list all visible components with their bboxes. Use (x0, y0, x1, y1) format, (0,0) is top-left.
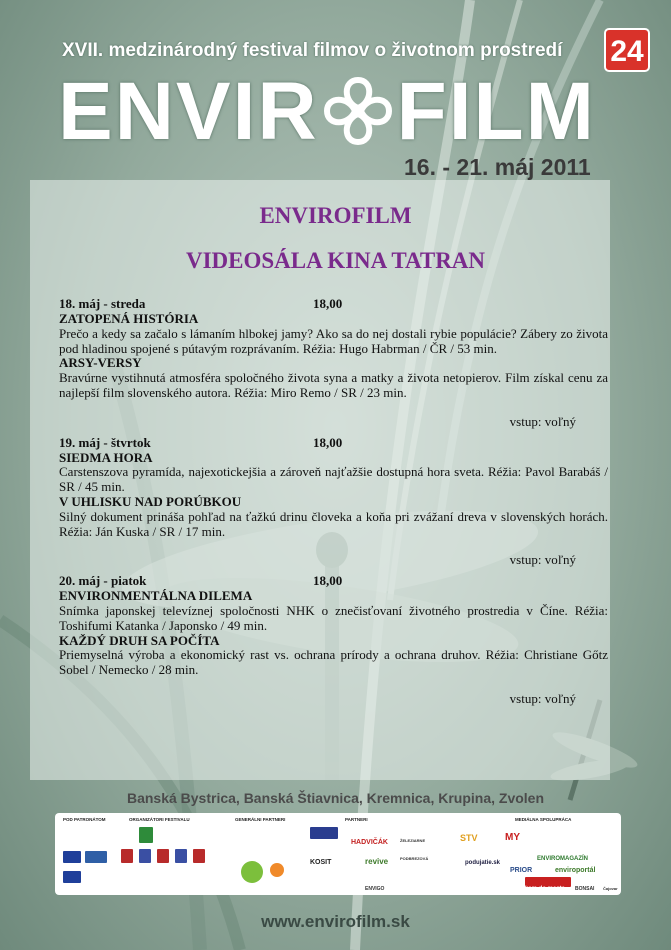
sponsor-heading-patronage: POD PATRONÁTOM (63, 817, 106, 822)
media-logo-enviromagazin: ENVIROMAGAZÍN (537, 856, 588, 862)
film-title: ARSY-VERSY (59, 355, 142, 371)
program-heading: ENVIROFILM (259, 203, 412, 228)
sponsor-strip (55, 813, 621, 895)
festival-dates: 16. - 21. máj 2011 (404, 154, 591, 180)
media-logo-kam-do-mesta: kam do mesta (525, 877, 571, 887)
orange-circle-logo (270, 863, 284, 877)
film-description: Silný dokument prináša pohľad na ťažkú drinu človeka a koňa pri zvážaní dreva v slovenských horách. Réžia: Ján Kuska / SR / 17 min. (59, 508, 608, 539)
venue-heading: VIDEOSÁLA KINA TATRAN (185, 248, 486, 273)
day-date: 19. máj - štvrtok (59, 434, 151, 450)
media-logo-podujatie: podujatie.sk (465, 860, 501, 866)
eu-flag-icon (63, 871, 81, 883)
film-title: ZATOPENÁ HISTÓRIA (59, 311, 199, 326)
sponsor-heading-general: GENERÁLNI PARTNERI (235, 817, 286, 822)
flower-logo-icon (321, 72, 395, 150)
film-description: Bravúrne vystihnutá atmosféra spoločného života syna a matky a života netopierov. Film získal cenu za najlepší film slovenského autora. Réžia: Miro Remo / SR / 23 min. (59, 370, 608, 400)
coat-of-arms-icon (157, 849, 169, 863)
envirofilm-logo (58, 66, 596, 157)
green-circle-logo (241, 861, 263, 883)
sponsor-heading-organizers: ORGANIZÁTORI FESTIVALU (129, 817, 190, 822)
media-logo-stv: STV (460, 833, 478, 843)
entry-note: vstup: voľný (509, 413, 576, 429)
screening-time: 18,00 (313, 573, 343, 589)
coat-of-arms-icon (139, 849, 151, 863)
festival-subtitle: XVII. medzinárodný festival filmov o životnom prostredí (62, 40, 563, 61)
day-block (59, 574, 608, 707)
partner-logo-revive: revive (365, 857, 389, 866)
logo-24-badge: 24 (604, 28, 650, 72)
website-url: www.envirofilm.sk (261, 912, 410, 931)
screening-time: 18,00 (313, 434, 343, 450)
film-description: Snímka japonskej televíznej spoločnosti NHK o znečisťovaní životného prostredia v Číne. Réžia: Toshifumi Katanka / Japonsko / 49 min. (59, 602, 608, 633)
sponsor-heading-partners: PARTNERI (345, 817, 368, 822)
partner-logo-envigo: ENVIGO (365, 886, 385, 892)
day-row (59, 436, 608, 451)
entry-note: vstup: voľný (509, 552, 576, 568)
media-logo-enviroportal: enviroportál (555, 867, 596, 874)
ministry-logo (85, 851, 107, 863)
film-title: KAŽDÝ DRUH SA POČÍTA (59, 632, 220, 648)
partner-logo (310, 827, 338, 839)
film-title: V UHLISKU NAD PORÚBKOU (59, 493, 242, 509)
screening-time: 18,00 (313, 296, 343, 311)
sponsor-heading-media: MEDIÁLNA SPOLUPRÁCA (515, 817, 572, 822)
logo-text-left: ENVIR (58, 66, 319, 157)
partner-logo-kosit: KOSIT (310, 859, 332, 866)
day-row (59, 574, 608, 589)
film-description: Prečo a kedy sa začalo s lámaním hlbokej jamy? Ako sa do nej dostali rybie populácie? Zábery zo života pod hladinou spojené s pútavým rozprávaním. Réžia: Hugo Habrman / ČR / 53 min. (59, 325, 608, 356)
film-title: SIEDMA HORA (59, 449, 153, 465)
day-block (59, 436, 608, 569)
media-logo-my: MY (505, 832, 520, 843)
film-description: Carstenszova pyramída, najexotickejšia a zároveň najťažšie dostupná hora sveta. Réžia: Pavol Barabáš / SR / 45 min. (59, 464, 608, 495)
tree-logo-icon (139, 827, 153, 843)
partner-logo-hadvicak: HADVIČÁK (351, 839, 388, 846)
day-date: 20. máj - piatok (59, 573, 147, 589)
coat-of-arms-icon (193, 849, 205, 863)
day-date: 18. máj - streda (59, 296, 146, 311)
logo-text-right: FILM (396, 66, 596, 157)
coat-of-arms-icon (121, 849, 133, 863)
day-row (59, 297, 608, 312)
day-block (59, 297, 608, 430)
film-title: ENVIRONMENTÁLNA DILEMA (59, 588, 253, 604)
coat-of-arms-icon (175, 849, 187, 863)
entry-note: vstup: voľný (509, 690, 576, 706)
media-logo-bonsai: BONSAI (575, 886, 595, 892)
media-logo-prior: PRIOR (510, 867, 533, 874)
cities-line: Banská Bystrica, Banská Štiavnica, Kremnica, Krupina, Zvolen (126, 790, 545, 806)
program-schedule (59, 297, 608, 713)
media-logo-cajovar: Čajovar (603, 886, 618, 891)
film-description: Priemyselná výroba a ekonomický rast vs. ochrana prírody a ochrana druhov. Réžia: Christiane Gőtz Sobel / Nemecko / 28 min. (59, 647, 608, 678)
eu-flag-icon (63, 851, 81, 863)
partner-logo-zeleziarne: ŽELEZIARNE PODBREZOVÁ (400, 838, 429, 861)
